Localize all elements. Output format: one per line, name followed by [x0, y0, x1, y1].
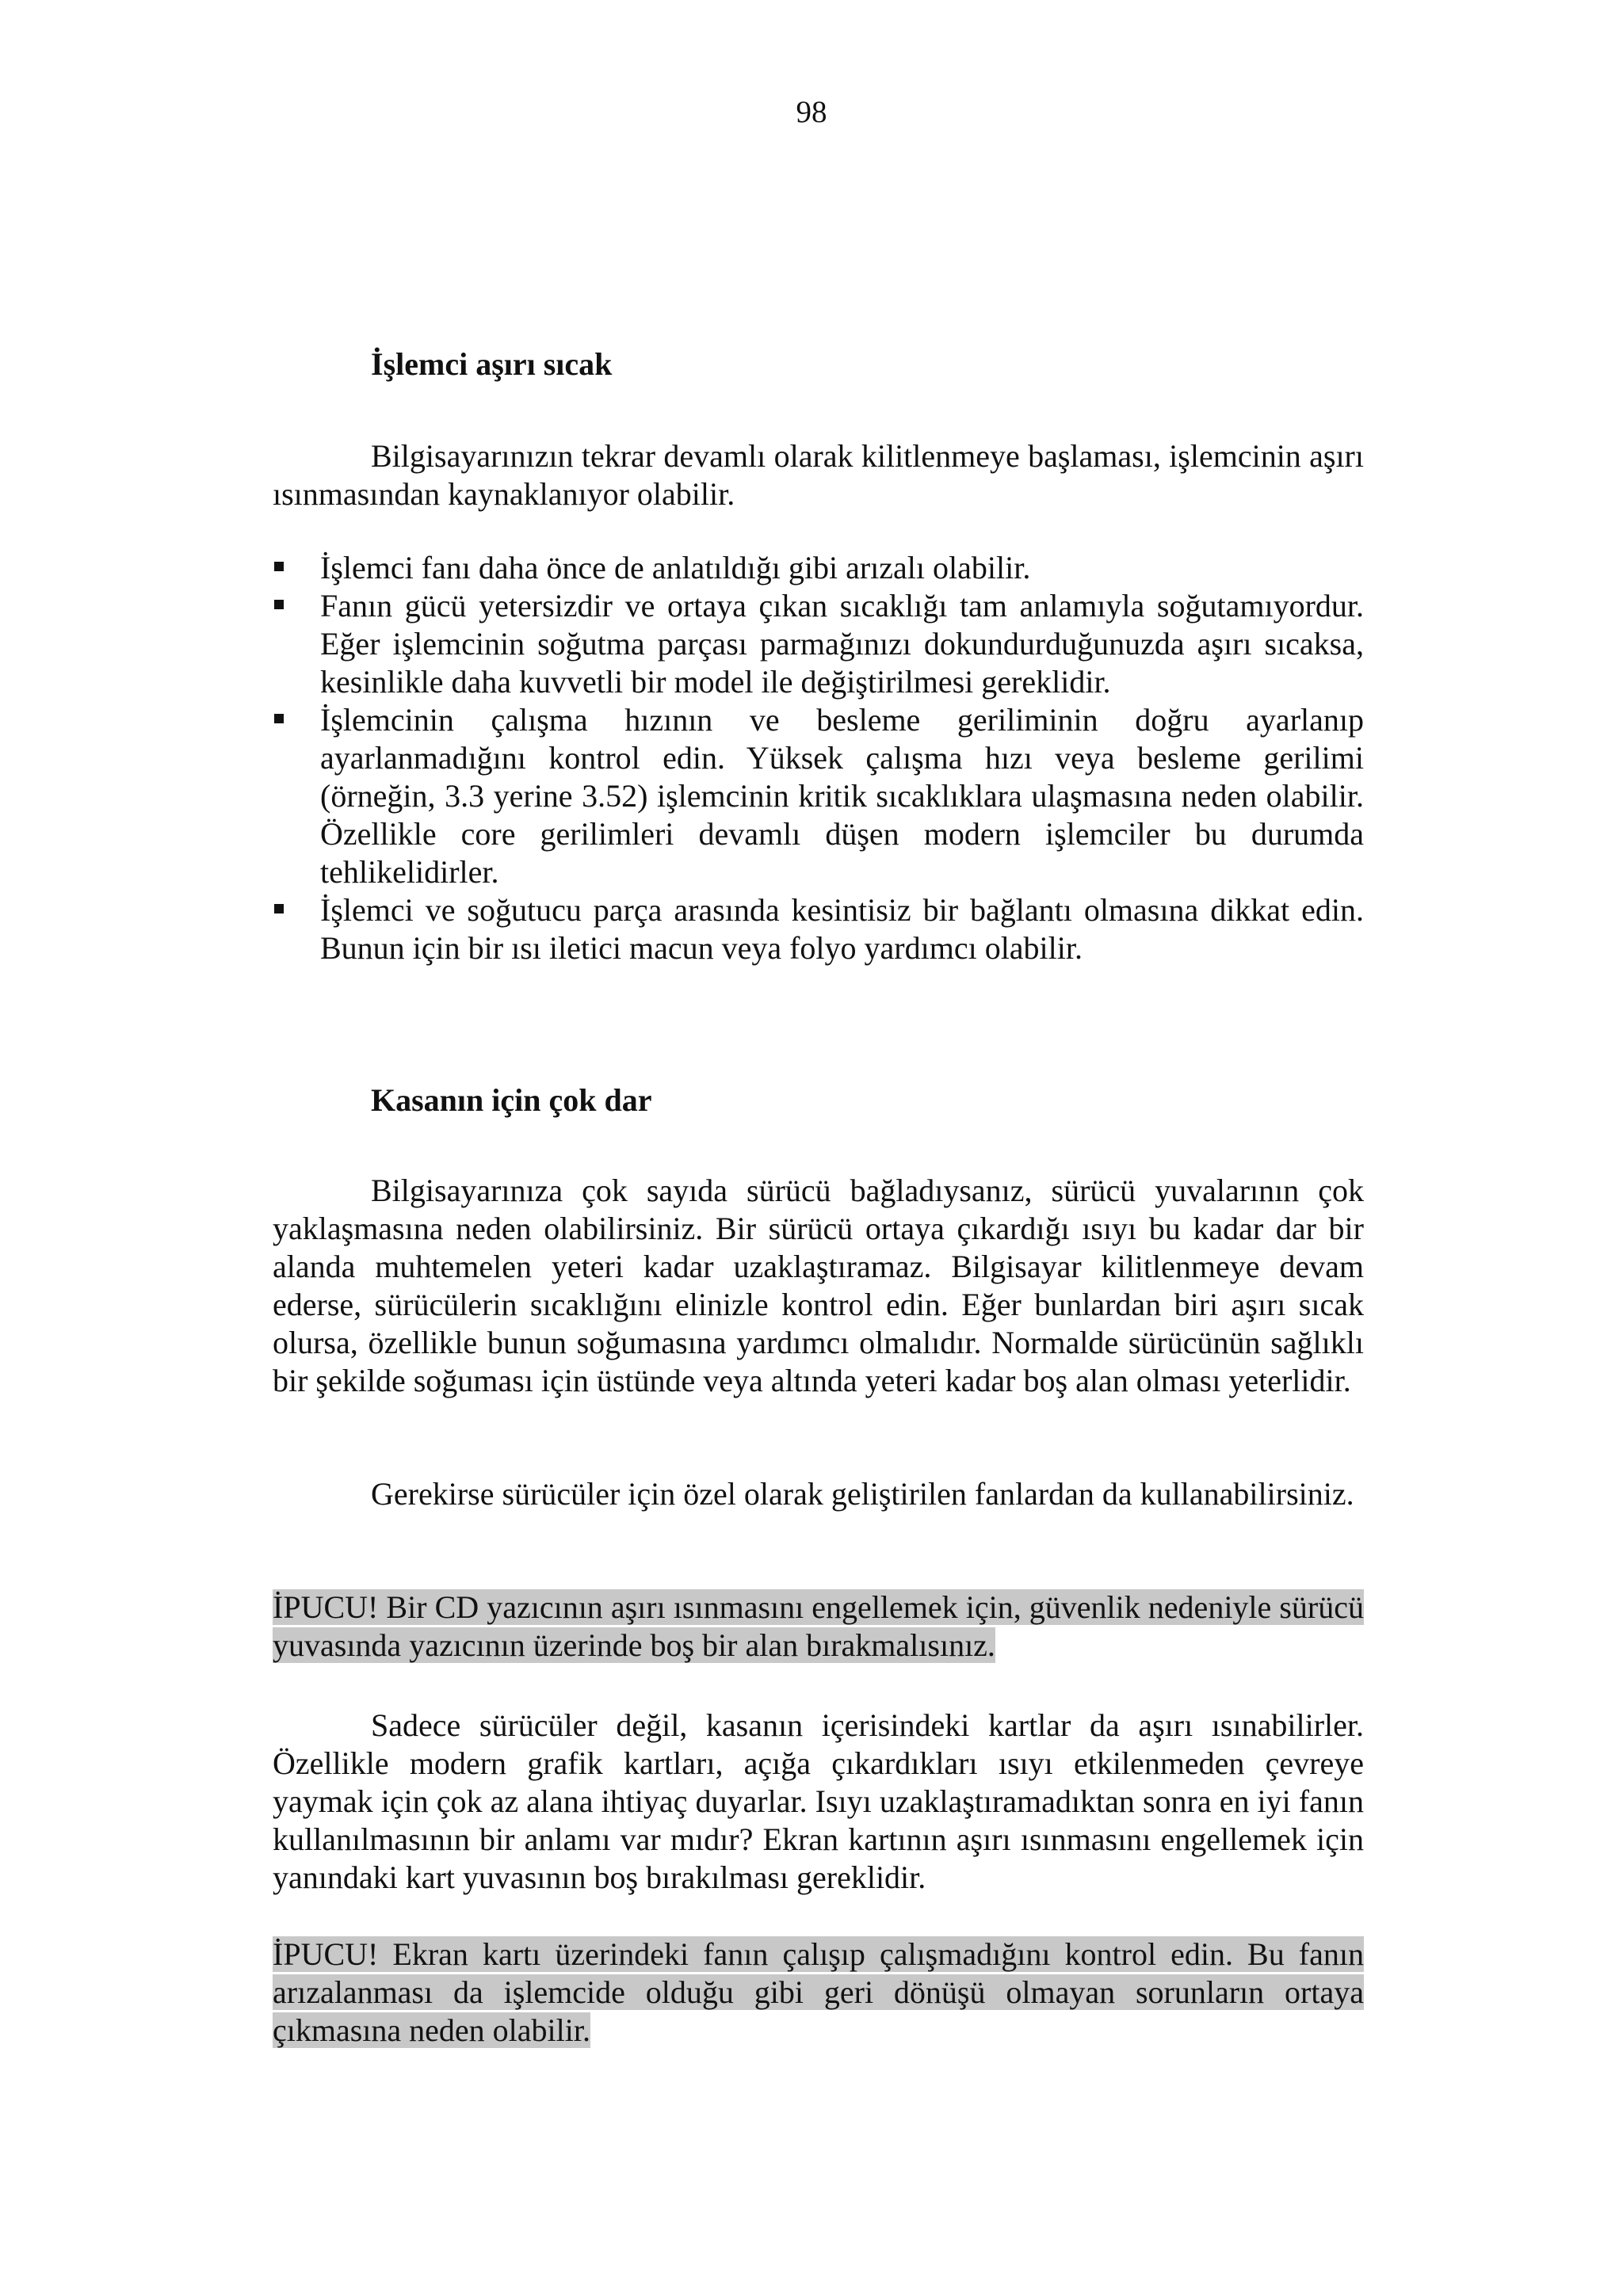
list-item-text: İşlemcinin çalışma hızının ve besleme geriliminin doğru ayarlanıp ayarlanmadığını kontrol edin. Yüksek çalışma hızı veya besleme gerilimi (örneğin, 3.3 yerine 3.52) işlemcinin kritik sıcaklıklara ulaşmasına neden olabilir. Özellikle core gerilimleri devamlı düşen modern işlemciler bu durumda tehlikelidirler.	[320, 702, 1364, 890]
list-item-text: İşlemci fanı daha önce de anlatıldığı gibi arızalı olabilir.	[320, 550, 1031, 585]
list-item-text: İşlemci ve soğutucu parça arasında kesintisiz bir bağlantı olmasına dikkat edin. Bunun için bir ısı iletici macun veya folyo yardımcı olabilir.	[320, 892, 1364, 966]
square-bullet-icon	[274, 562, 284, 571]
cpu-intro-paragraph: Bilgisayarınızın tekrar devamlı olarak kilitlenmeye başlaması, işlemcinin aşırı ısınmasından kaynaklanıyor olabilir.	[273, 438, 1364, 512]
cpu-tips-list	[273, 549, 1364, 967]
page-number: 98	[796, 95, 827, 129]
tip-cd-writer-text: İPUCU! Bir CD yazıcının aşırı ısınmasını engellemek için, güvenlik nedeniyle sürücü yuvasında yazıcının üzerinde boş bir alan bırakmalısınız.	[273, 1589, 1364, 1663]
list-item	[273, 587, 1364, 701]
list-item	[273, 701, 1364, 891]
tip-graphics-fan-text: İPUCU! Ekran kartı üzerindeki fanın çalışıp çalışmadığını kontrol edin. Bu fanın arızalanması da işlemcide olduğu gibi geri dönüşü olmayan sorunların ortaya çıkmasına neden olabilir.	[273, 1936, 1364, 2048]
list-item-text: Fanın gücü yetersizdir ve ortaya çıkan sıcaklığı tam anlamıyla soğutamıyordur. Eğer işlemcinin soğutma parçası parmağınızı dokundurduğunuzda aşırı sıcaksa, kesinlikle daha kuvvetli bir model ile değiştirilmesi gereklidir.	[320, 588, 1364, 700]
square-bullet-icon	[274, 600, 284, 609]
cards-paragraph: Sadece sürücüler değil, kasanın içerisindeki kartlar da aşırı ısınabilirler. Özellikle modern grafik kartları, açığa çıkardıkları ısıyı etkilenmeden çevreye yaymak için çok az alana ihtiyaç duyarlar. Isıyı uzaklaştıramadıktan sonra en iyi fanın kullanılmasının bir anlamı var mıdır? Ekran kartının aşırı ısınmasını engellemek için yanındaki kart yuvasının boş bırakılması gereklidir.	[273, 1707, 1364, 1895]
tip-graphics-fan	[273, 1936, 1364, 2050]
drives-paragraph: Bilgisayarınıza çok sayıda sürücü bağladıysanız, sürücü yuvalarının çok yaklaşmasına neden olabilirsiniz. Bir sürücü ortaya çıkardığı ısıyı bu kadar dar bir alanda muhtemelen yeteri kadar uzaklaştıramaz. Bilgisayar kilitlenmeye devam ederse, sürücülerin sıcaklığını elinizle kontrol edin. Eğer bunlardan biri aşırı sıcak olursa, özellikle bunun soğumasına yardımcı olmalıdır. Normalde sürücünün sağlıklı bir şekilde soğuması için üstünde veya altında yeteri kadar boş alan olması yeterlidir.	[273, 1173, 1364, 1398]
tip-cd-writer	[273, 1589, 1364, 1665]
section-heading-cpu-overheat: İşlemci aşırı sıcak	[371, 346, 613, 382]
square-bullet-icon	[274, 904, 284, 913]
fans-paragraph: Gerekirse sürücüler için özel olarak geliştirilen fanlardan da kullanabilirsiniz.	[371, 1476, 1354, 1512]
list-item	[273, 549, 1364, 587]
square-bullet-icon	[274, 714, 284, 723]
list-item	[273, 891, 1364, 967]
section-heading-case-narrow: Kasanın için çok dar	[371, 1082, 652, 1118]
